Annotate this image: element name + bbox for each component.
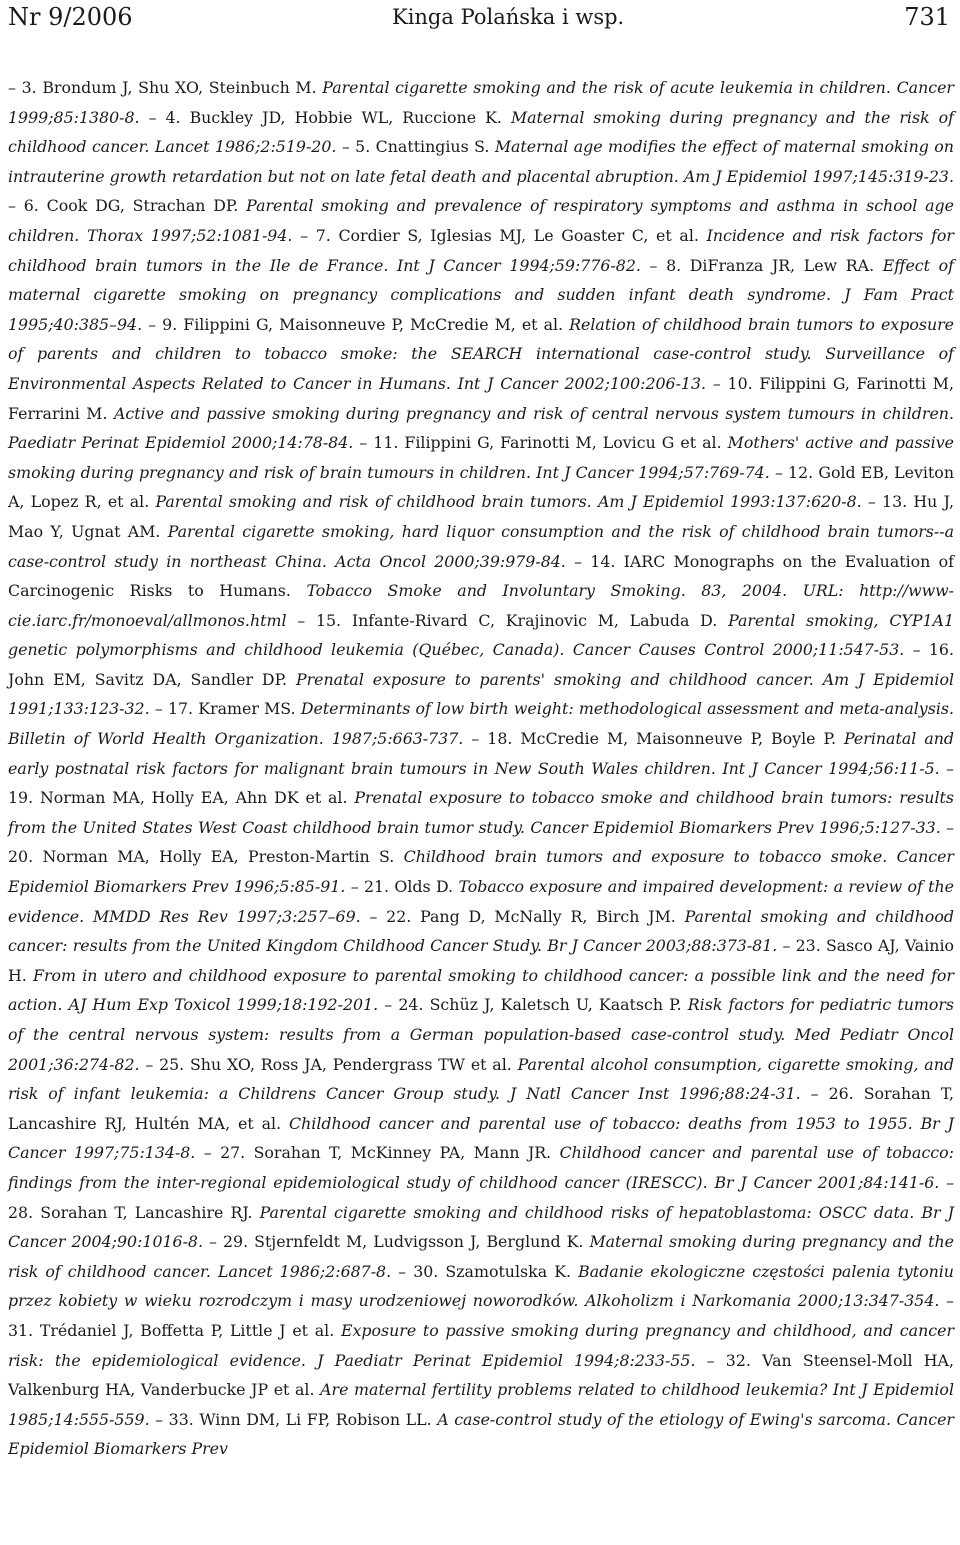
reference-item: – 9. Filippini G, Maisonneuve P, McCredie M, et al. Relation of childhood brain tumors to exposure of parents and children to tobacco smoke: the SEARCH international case-control study. Surveillance of Environmental Aspects Related to Cancer in Humans. Int J Cancer 2002;100:206-13. [8,314,955,393]
reference-item: – 26. Sorahan T, Lancashire RJ, Hultén MA, et al. Childhood cancer and parental use of tobacco: deaths from 1953 to 1955. Br J Cancer 1997;75:134-8. [8,1084,954,1163]
reference-authors: Brondum J, Shu XO, Steinbuch M. [42,78,317,97]
reference-source: Paediatr Perinat Epidemiol 2000;14:78-84. [8,433,354,453]
reference-number: 25. [159,1054,185,1074]
reference-number: 19. [8,788,34,808]
reference-source: Acta Oncol 2000;39:979-84. [335,551,566,571]
reference-number: 16. [928,640,954,660]
reference-title: Parental alcohol consumption, cigarette smoking, and risk of infant leukemia: a Childrens Cancer Group study. [8,1054,954,1104]
page-number: 731 [904,3,950,31]
reference-authors: Filippini G, Maisonneuve P, McCredie M, et al. [183,314,564,334]
reference-item: – 7. Cordier S, Iglesias MJ, Le Goaster C, et al. Incidence and risk factors for childhood brain tumors in the Ile de France. Int J Cancer 1994;59:776-82. [8,225,954,275]
reference-source: MMDD Res Rev 1997;3:257–69. [92,906,361,926]
reference-item: – 18. McCredie M, Maisonneuve P, Boyle P. Perinatal and early postnatal risk factors for malignant brain tumours in New South Wales children. Int J Cancer 1994;56:11-5. [8,729,955,778]
reference-title: Are maternal fertility problems related to childhood leukemia? [320,1380,828,1400]
reference-authors: Schüz J, Kaletsch U, Kaatsch P. [429,995,682,1015]
reference-item: – 21. Olds D. Tobacco exposure and impaired development: a review of the evidence. MMDD Res Rev 1997;3:257–69. [8,877,955,926]
reference-item: – 22. Pang D, McNally R, Birch JM. Parental smoking and childhood cancer: results from the United Kingdom Childhood Cancer Study. Br J Cancer 2003;88:373-81. [8,906,954,956]
reference-title: Parental smoking, CYP1A1 genetic polymorphisms and childhood leukemia (Québec, Canada). [8,610,954,660]
issue-number: Nr 9/2006 [8,3,133,31]
reference-title: From in utero and childhood exposure to parental smoking to childhood cancer: a possible link and the need for action. [8,965,954,1015]
reference-title: Maternal smoking during pregnancy and the risk of childhood cancer. [8,107,955,157]
reference-item: – 6. Cook DG, Strachan DP. Parental smoking and prevalence of respiratory symptoms and asthma in school age children. Thorax 1997;52:1081-94. [8,196,954,245]
reference-item: – 4. Buckley JD, Hobbie WL, Ruccione K. Maternal smoking during pregnancy and the risk of childhood cancer. Lancet 1986;2:519-20. [8,107,955,157]
reference-authors: Cnattingius S. [375,137,490,157]
reference-item: – 28. Sorahan T, Lancashire RJ. Parental cigarette smoking and childhood risks of hepatoblastoma: OSCC data. Br J Cancer 2004;90:1016-8. [8,1172,955,1252]
reference-authors: Norman MA, Holly EA, Ahn DK et al. [39,788,348,808]
reference-source: Surveillance of Environmental Aspects Related to Cancer in Humans. Int J Cancer 2002;100:206-13. [8,344,954,393]
reference-authors: McCredie M, Maisonneuve P, Boyle P. [520,729,836,749]
reference-authors: Szamotulska K. [445,1261,572,1281]
reference-number: 20. [8,847,34,867]
reference-number: 6. [23,196,39,216]
reference-authors: Norman MA, Holly EA, Preston-Martin S. [42,847,395,867]
reference-number: 31. [8,1320,34,1340]
running-header [8,0,950,34]
reference-source: URL: http://www-cie.iarc.fr/monoeval/allmonos.html [8,581,954,630]
reference-authors: Cordier S, Iglesias MJ, Le Goaster C, et al. [338,225,699,245]
reference-number: 7. [315,225,331,245]
reference-authors: Shu XO, Ross JA, Pendergrass TW et al. [189,1054,512,1074]
reference-item: – 30. Szamotulska K. Badanie ekologiczne częstości palenia tytoniu przez kobiety w wieku rozrodczym i masy urodzeniowej noworodków. Alkoholizm i Narkomania 2000;13:347-354. [8,1261,954,1311]
reference-source: Br J Cancer 2003;88:373-81. [547,936,778,956]
reference-item: – 31. Trédaniel J, Boffetta P, Little J et al. Exposure to passive smoking during pregnancy and childhood, and cancer risk: the epidemiological evidence. J Paediatr Perinat Epidemiol 1994;8:233-55. [8,1291,954,1370]
reference-item: – 19. Norman MA, Holly EA, Ahn DK et al. Prenatal exposure to tobacco smoke and childhood brain tumors: results from the United States West Coast childhood brain tumor study. Cancer Epidemiol Biomarkers Prev 1996;5:127-33. [8,758,954,837]
reference-number: 15. [315,610,342,630]
reference-authors: Filippini G, Farinotti M, Lovicu G et al. [404,433,722,453]
reference-source: Cancer 1999;85:1380-8. [8,78,954,127]
reference-item: – 5. Cnattingius S. Maternal age modifies the effect of maternal smoking on intrauterine growth retardation but not on late fetal death and placental abruption. Am J Epidemiol 1997;145:319-23. [8,137,954,186]
reference-number: 10. [727,373,753,393]
reference-authors: Gold EB, Leviton A, Lopez R, et al. [8,462,954,512]
reference-title: Parental cigarette smoking, hard liquor consumption and the risk of childhood brain tumors--a case-control study in northeast China. [8,521,954,571]
reference-title: Tobacco exposure and impaired development: a review of the evidence. [8,877,955,926]
reference-number: 26. [828,1084,854,1104]
reference-source: Br J Cancer 2001;84:141-6. [714,1172,940,1192]
reference-title: Childhood cancer and parental use of tobacco: deaths from 1953 to 1955. [289,1113,913,1133]
reference-authors: Sasco AJ, Vainio H. [8,936,955,985]
reference-source: J Paediatr Perinat Epidemiol 1994;8:233-55. [317,1350,696,1370]
reference-authors: Olds D. [394,877,454,897]
reference-title: Active and passive smoking during pregnancy and risk of central nervous system tumours in children. [113,403,954,423]
reference-number: 33. [168,1409,194,1429]
reference-item: – 23. Sasco AJ, Vainio H. From in utero and childhood exposure to parental smoking to childhood cancer: a possible link and the need for action. AJ Hum Exp Toxicol 1999;18:192-201. [8,936,955,1015]
reference-authors: Sorahan T, Lancashire RJ, Hultén MA, et al. [8,1084,954,1133]
reference-title: Effect of maternal cigarette smoking on pregnancy complications and sudden infant death syndrome. [8,255,954,305]
reference-number: 18. [487,729,513,749]
reference-title: Badanie ekologiczne częstości palenia tytoniu przez kobiety w wieku rozrodczym i masy urodzeniowej noworodków. [8,1261,954,1311]
reference-title: Perinatal and early postnatal risk factors for malignant brain tumours in New South Wales children. [8,729,955,778]
reference-title: Maternal smoking during pregnancy and the risk of childhood cancer. [8,1232,954,1281]
reference-number: 24. [398,995,424,1015]
reference-number: 11. [373,433,399,453]
reference-title: Parental cigarette smoking and the risk of acute leukemia in children. [322,78,891,97]
reference-title: Parental smoking and prevalence of respiratory symptoms and asthma in school age children. [8,196,954,245]
reference-authors: Hu J, Mao Y, Ugnat AM. [8,492,954,541]
reference-item: – 12. Gold EB, Leviton A, Lopez R, et al. Parental smoking and risk of childhood brain tumors. Am J Epidemiol 1993:137:620-8. [8,462,954,512]
reference-source: Am J Epidemiol 1997;145:319-23. [683,166,954,186]
reference-item: – 14. IARC Monographs on the Evaluation of Carcinogenic Risks to Humans. Tobacco Smoke and Involuntary Smoking. 83, 2004. URL: http://www-cie.iarc.fr/monoeval/allmonos.html [8,551,954,630]
reference-item: – 11. Filippini G, Farinotti M, Lovicu G et al. Mothers' active and passive smoking during pregnancy and risk of brain tumours in children. Int J Cancer 1994;57:769-74. [8,433,954,482]
reference-title: A case-control study of the etiology of Ewing's sarcoma. [437,1409,891,1429]
reference-title: Tobacco Smoke and Involuntary Smoking. 83, 2004. [306,581,788,601]
reference-source: J Natl Cancer Inst 1996;88:24-31. [509,1084,801,1104]
reference-title: Childhood cancer and parental use of tobacco: findings from the inter-regional epidemiological study of childhood cancer (IRESCC). [8,1143,954,1192]
reference-number: 27. [220,1143,246,1163]
reference-title: Childhood brain tumors and exposure to tobacco smoke. [403,847,888,867]
reference-title: Risk factors for pediatric tumors of the central nervous system: results from a German population-based case-control study. [8,995,955,1044]
reference-item: – 25. Shu XO, Ross JA, Pendergrass TW et al. Parental alcohol consumption, cigarette smoking, and risk of infant leukemia: a Childrens Cancer Group study. J Natl Cancer Inst 1996;88:24-31. [8,1054,954,1104]
reference-authors: Cook DG, Strachan DP. [46,196,239,216]
reference-source: Billetin of World Health Organization. 1987;5:663-737. [8,729,464,749]
reference-source: Int J Cancer 1994;59:776-82. [396,255,641,275]
reference-number: 29. [222,1232,249,1252]
reference-authors: John EM, Savitz DA, Sandler DP. [8,669,288,689]
reference-source: Cancer Epidemiol Biomarkers Prev 1996;5:127-33. [530,817,941,837]
reference-authors: Sorahan T, McKinney PA, Mann JR. [253,1143,552,1163]
reference-number: 23. [795,936,821,956]
reference-number: 12. [788,462,814,482]
reference-title: Mothers' active and passive smoking during pregnancy and risk of brain tumours in children. [8,433,954,482]
reference-authors: Van Steensel-Moll HA, Valkenburg HA, Vanderbucke JP et al. [8,1350,954,1400]
reference-authors: IARC Monographs on the Evaluation of Carcinogenic Risks to Humans. [8,551,954,601]
header-authors: Kinga Polańska i wsp. [392,5,625,29]
reference-list [8,73,954,1464]
reference-source: Lancet 1986;2:687-8. [217,1261,392,1281]
reference-source: Int J Epidemiol 1985;14:555-559. [8,1380,954,1429]
reference-authors: Stjernfeldt M, Ludvigsson J, Berglund K. [254,1232,584,1252]
reference-source: Cancer Epidemiol Biomarkers Prev [8,1409,954,1459]
reference-number: 3. [21,78,37,97]
reference-source: Int J Cancer 1994;56:11-5. [722,758,940,778]
reference-number: 14. [590,551,616,571]
reference-authors: Trédaniel J, Boffetta P, Little J et al. [39,1320,335,1340]
reference-title: Parental smoking and childhood cancer: results from the United Kingdom Childhood Cancer Study. [8,906,954,956]
reference-title: Prenatal exposure to parents' smoking and childhood cancer. [295,669,814,689]
reference-source: Br J Cancer 1997;75:134-8. [8,1113,954,1163]
reference-source: Am J Epidemiol 1993:137:620-8. [597,492,862,512]
reference-authors: Sorahan T, Lancashire RJ. [40,1202,253,1222]
reference-authors: Infante-Rivard C, Krajinovic M, Labuda D. [351,610,718,630]
reference-number: 9. [162,314,178,334]
reference-authors: Buckley JD, Hobbie WL, Ruccione K. [189,107,502,127]
reference-number: 5. [355,137,371,157]
reference-title: Parental cigarette smoking and childhood risks of hepatoblastoma: OSCC data. [259,1202,915,1222]
reference-number: 28. [8,1202,34,1222]
reference-item: – 27. Sorahan T, McKinney PA, Mann JR. Childhood cancer and parental use of tobacco: findings from the inter-regional epidemiological study of childhood cancer (IRESCC). Br J Cancer 2001;84:141-6. [8,1143,954,1192]
reference-item: – 24. Schüz J, Kaletsch U, Kaatsch P. Risk factors for pediatric tumors of the central nervous system: results from a German population-based case-control study. Med Pediatr Oncol 2001;36:274-82. [8,995,955,1074]
reference-title: Determinants of low birth weight: methodological assessment and meta-analysis. [300,699,954,719]
reference-source: Med Pediatr Oncol 2001;36:274-82. [8,1025,955,1074]
reference-number: 22. [386,906,412,926]
reference-authors: Pang D, McNally R, Birch JM. [420,906,676,926]
reference-source: Am J Epidemiol 1991;133:123-32. [8,669,955,719]
reference-item: – 3. Brondum J, Shu XO, Steinbuch M. Parental cigarette smoking and the risk of acute leukemia in children. Cancer 1999;85:1380-8. [8,78,954,127]
reference-title: Prenatal exposure to tobacco smoke and childhood brain tumors: results from the United States West Coast childhood brain tumor study. [8,788,954,837]
reference-number: 32. [725,1350,751,1370]
reference-title: Maternal age modifies the effect of maternal smoking on intrauterine growth retardation but not on late fetal death and placental abruption. [8,137,954,186]
reference-item: – 33. Winn DM, Li FP, Robison LL. A case-control study of the etiology of Ewing's sarcoma. Cancer Epidemiol Biomarkers Prev [8,1409,954,1459]
reference-source: Cancer Causes Control 2000;11:547-53. [572,640,905,660]
reference-item: – 20. Norman MA, Holly EA, Preston-Martin S. Childhood brain tumors and exposure to tobacco smoke. Cancer Epidemiol Biomarkers Prev 1996;5:85-91. [8,817,954,897]
reference-item: – 13. Hu J, Mao Y, Ugnat AM. Parental cigarette smoking, hard liquor consumption and the risk of childhood brain tumors--a case-control study in northeast China. Acta Oncol 2000;39:979-84. [8,492,954,571]
reference-authors: Winn DM, Li FP, Robison LL. [199,1409,432,1429]
reference-item: – 10. Filippini G, Farinotti M, Ferrarini M. Active and passive smoking during pregnancy and risk of central nervous system tumours in children. Paediatr Perinat Epidemiol 2000;14:78-84. [8,373,954,453]
reference-item: – 32. Van Steensel-Moll HA, Valkenburg HA, Vanderbucke JP et al. Are maternal fertility problems related to childhood leukemia? Int J Epidemiol 1985;14:555-559. [8,1350,954,1429]
reference-number: 13. [882,492,908,512]
reference-source: Alkoholizm i Narkomania 2000;13:347-354. [585,1291,940,1311]
reference-title: Relation of childhood brain tumors to exposure of parents and children to tobacco smoke: the SEARCH international case-control study. [8,314,955,364]
reference-item: – 29. Stjernfeldt M, Ludvigsson J, Berglund K. Maternal smoking during pregnancy and the risk of childhood cancer. Lancet 1986;2:687-8. [8,1232,954,1281]
reference-authors: Filippini G, Farinotti M, Ferrarini M. [8,373,954,423]
reference-source: AJ Hum Exp Toxicol 1999;18:192-201. [68,995,379,1015]
reference-number: 30. [413,1261,439,1281]
reference-item: – 17. Kramer MS. Determinants of low birth weight: methodological assessment and meta-analysis. Billetin of World Health Organization. 1987;5:663-737. [8,699,954,749]
reference-source: Int J Cancer 1994;57:769-74. [536,462,770,482]
reference-title: Parental smoking and risk of childhood brain tumors. [155,492,592,512]
reference-title: Incidence and risk factors for childhood brain tumors in the Ile de France. [8,225,954,275]
reference-title: Exposure to passive smoking during pregnancy and childhood, and cancer risk: the epidemiological evidence. [8,1320,954,1370]
reference-source: Cancer Epidemiol Biomarkers Prev 1996;5:85-91. [8,847,954,897]
reference-source: J Fam Pract 1995;40:385–94. [8,285,954,334]
reference-authors: Kramer MS. [198,699,296,719]
reference-item: – 8. DiFranza JR, Lew RA. Effect of maternal cigarette smoking on pregnancy complications and sudden infant death syndrome. J Fam Pract 1995;40:385–94. [8,255,954,334]
reference-source: Br J Cancer 2004;90:1016-8. [8,1202,955,1252]
reference-item: – 15. Infante-Rivard C, Krajinovic M, Labuda D. Parental smoking, CYP1A1 genetic polymorphisms and childhood leukemia (Québec, Canada). Cancer Causes Control 2000;11:547-53. [8,610,954,660]
reference-number: 21. [363,877,390,897]
reference-source: Thorax 1997;52:1081-94. [87,225,293,245]
reference-item: – 16. John EM, Savitz DA, Sandler DP. Prenatal exposure to parents' smoking and childhood cancer. Am J Epidemiol 1991;133:123-32. [8,640,955,719]
reference-number: 8. [666,255,682,275]
reference-number: 17. [167,699,194,719]
reference-number: 4. [165,107,181,127]
reference-source: Lancet 1986;2:519-20. [154,137,337,157]
reference-authors: DiFranza JR, Lew RA. [689,255,875,275]
